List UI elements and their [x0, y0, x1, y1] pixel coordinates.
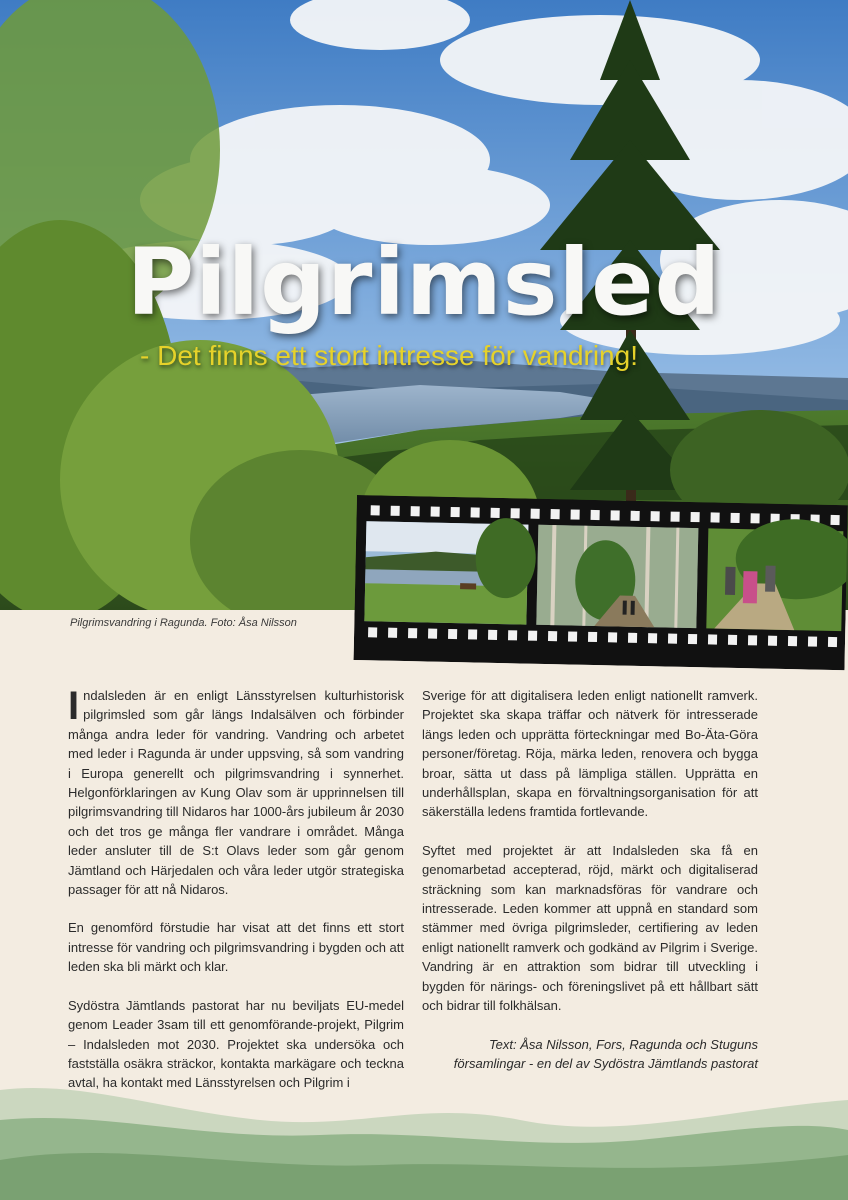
article-paragraph: En genomförd förstudie har visat att det finns ett stort intresse för vandring och pilgrimsvandring i bygden och att leden ska bli märkt och klar.: [68, 920, 405, 975]
page-title: Pilgrimsled: [126, 229, 722, 336]
film-strip-image: [354, 495, 848, 670]
film-strip-photos: [354, 495, 848, 670]
page-subtitle: - Det finns ett stort intresse för vandring!: [140, 340, 638, 371]
film-frame-lake: [364, 515, 536, 625]
article-paragraph: Sverige för att digitalisera leden enligt nationellt ramverk. Projektet ska skapa träffar och nätverk för intresserade längs leden och upprätta förteckningar med Bo-Äta-Göra personer/företag. Röja, märka leden, renovera och bygga broar, sätta ut dass på lämpliga ställen. Upprätta en underhållsplan, skapa en förvaltningsorganisation för att säkerställa ledens framtida fortlevande.: [422, 688, 758, 820]
article-column-left: [68, 686, 404, 1112]
film-frame-hikers: [706, 517, 848, 631]
paragraph-text: ndalsleden är en enligt Länsstyrelsen kulturhistorisk pilgrimsled som går längs Indalsälven och förbinder många andra leder för vandring. Vandring och arbetet med leder i Ragunda är under uppsving, så som vandring i Europa generellt och pilgrimsvandring i synnerhet. Helgonförklaringen av Kung Olav som är upprinnelsen till pilgrimsvandring till Nidaros har 1000-års jubileum år 2030 och det tros ge många fler vandrare i området. Många leder ansluter till de S:t Olavs leder som går genom Jämtland och Härjedalen och våra leder utgör strategiska passager för att nå Nidaros.: [68, 688, 404, 898]
article-column-right: [422, 686, 758, 1092]
film-frame-forest: [536, 525, 698, 628]
article-paragraph: Sydöstra Jämtlands pastorat har nu beviljats EU-medel genom Leader 3sam till ett genomförande-projekt, Pilgrim – Indalsleden mot 2030. Projektet ska undersöka och fastställa osäkra sträckor, kontakta markägare och teckna avtal, ha kontakt med Länsstyrelsen och Pilgrim i: [68, 997, 404, 1091]
author-credit: Text: Åsa Nilsson, Fors, Ragunda och Stuguns församlingar - en del av Sydöstra Jämtlands pastorat: [453, 1036, 758, 1071]
drop-cap: I: [68, 684, 80, 728]
article-paragraph: [68, 686, 404, 899]
article-paragraph: Syftet med projektet är att Indalsleden ska få en genomarbetad accepterad, röjd, märkt och digitaliserad sträckning som kan marknadsföras för vandrare och intresserade. Leden kommer att uppnå en standard som stämmer med övriga pilgrimsleder, certifiering av leden enligt nationellt ramverk och godkänd av Pilgrim i Sverige. Vandring är en attraktion som bidrar till utveckling i bygden för närings- och föreningslivet på ett hållbart sätt och bidrar till folkhälsan.: [422, 842, 758, 1014]
photo-caption: Pilgrimsvandring i Ragunda. Foto: Åsa Nilsson: [70, 617, 297, 629]
decorative-hills: [0, 1080, 848, 1200]
